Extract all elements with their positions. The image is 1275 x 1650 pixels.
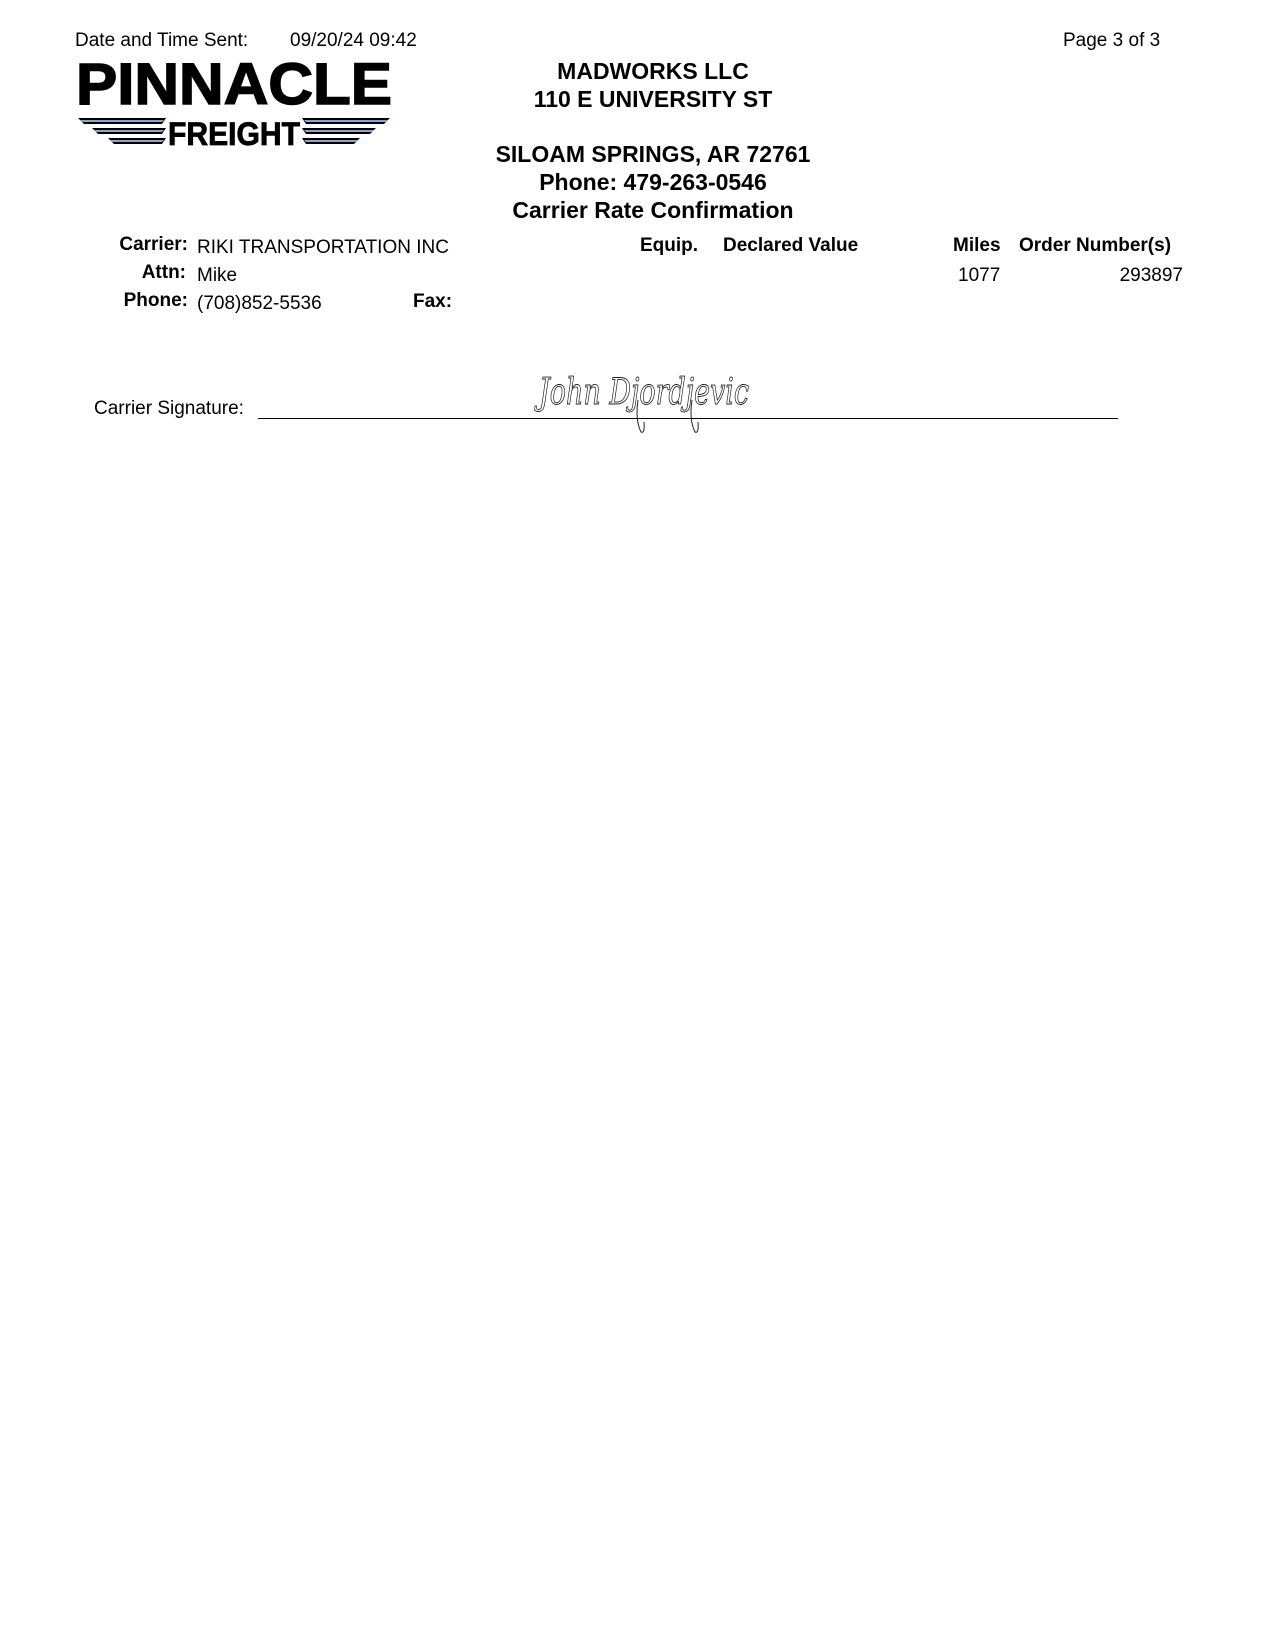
company-address: 110 E UNIVERSITY ST <box>533 86 773 112</box>
svg-text:FREIGHT: FREIGHT <box>168 116 301 152</box>
pinnacle-freight-logo <box>74 54 394 150</box>
attn-value: Mike <box>197 265 238 286</box>
date-time-sent-value: 09/20/24 09:42 <box>290 30 417 51</box>
company-city: SILOAM SPRINGS, AR 72761 <box>495 141 811 167</box>
col-order-numbers-header: Order Number(s) <box>1019 235 1172 256</box>
company-name: MADWORKS LLC <box>557 58 749 84</box>
svg-text:PINNACLE: PINNACLE <box>76 52 392 117</box>
miles-value: 1077 <box>958 265 1001 286</box>
col-declared-value-header: Declared Value <box>723 235 859 256</box>
col-equip-header: Equip. <box>640 235 699 256</box>
company-phone: Phone: 479-263-0546 <box>539 169 767 195</box>
page-number: Page 3 of 3 <box>1063 30 1161 51</box>
phone-label: Phone: <box>123 290 188 311</box>
phone-value: (708)852-5536 <box>197 293 322 314</box>
handwritten-signature <box>535 360 755 445</box>
carrier-value: RIKI TRANSPORTATION INC <box>197 237 449 258</box>
document-title: Carrier Rate Confirmation <box>512 197 794 223</box>
order-number-value: 293897 <box>1119 265 1183 286</box>
col-miles-header: Miles <box>953 235 1001 256</box>
attn-label: Attn: <box>141 262 186 283</box>
date-time-sent-label: Date and Time Sent: <box>75 30 249 51</box>
fax-label: Fax: <box>413 291 453 312</box>
carrier-label: Carrier: <box>119 234 188 255</box>
svg-text:John Djordjevic: John Djordjevic <box>533 372 749 413</box>
carrier-signature-label: Carrier Signature: <box>94 398 244 419</box>
